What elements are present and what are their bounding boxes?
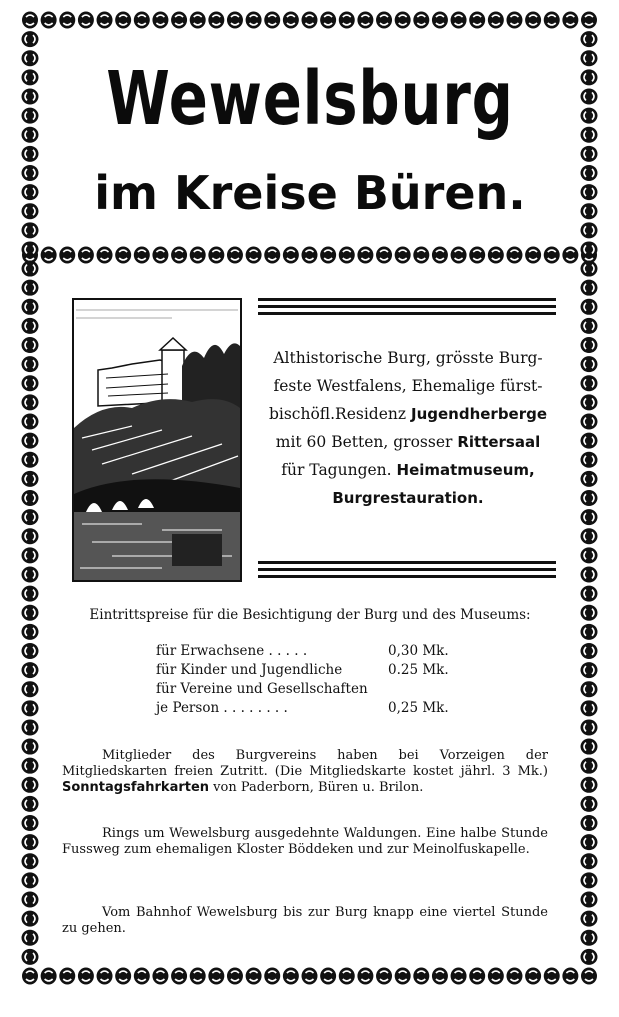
- border-ornament: [171, 968, 187, 985]
- border-ornament: [22, 528, 39, 544]
- border-ornament: [22, 31, 39, 47]
- border-ornament: [581, 394, 598, 410]
- border-ornament: [22, 930, 39, 946]
- border-ornament: [190, 12, 206, 29]
- border-ornament: [413, 247, 429, 264]
- border-ornament: [22, 758, 39, 774]
- border-ornament: [581, 911, 598, 927]
- border-ornament: [581, 261, 598, 277]
- border-ornament: [22, 184, 39, 200]
- border-ornament: [581, 318, 598, 334]
- border-ornament: [190, 968, 206, 985]
- border-ornament: [581, 88, 598, 104]
- border-ornament: [581, 146, 598, 162]
- border-ornament: [22, 643, 39, 659]
- border-ornament: [581, 719, 598, 735]
- members-text: Mitglieder des Burgvereins haben bei Vorzeigen der Mitgliedskarten freien Zutritt. (Die Mitgliedskarte kostet jährl. 3 Mk.): [62, 748, 548, 779]
- border-ornament: [432, 12, 448, 29]
- border-ornament: [581, 433, 598, 449]
- desc-hostel: Jugendherberge: [410, 405, 548, 423]
- border-ornament: [59, 12, 75, 29]
- border-ornament: [22, 146, 39, 162]
- border-ornament: [246, 12, 262, 29]
- border-ornament: [302, 12, 318, 29]
- desc-line-3: bischöfl.Residenz: [268, 405, 411, 423]
- border-ornament: [525, 12, 541, 29]
- bottom-rule-lines: [258, 561, 556, 579]
- border-ornament: [134, 12, 150, 29]
- border-ornament: [581, 356, 598, 372]
- border-ornament: [320, 247, 336, 264]
- border-ornament: [339, 247, 355, 264]
- border-ornament: [59, 247, 75, 264]
- price-row: [156, 640, 449, 659]
- price-value: 0,25 Mk.: [388, 700, 449, 716]
- border-ornament: [22, 796, 39, 812]
- border-ornament: [22, 815, 39, 831]
- border-ornament: [22, 433, 39, 449]
- border-ornament: [451, 968, 467, 985]
- border-ornament: [488, 247, 504, 264]
- price-label: je Person . . . . . . . .: [156, 700, 288, 716]
- border-ornament: [562, 247, 578, 264]
- border-ornament: [22, 509, 39, 525]
- border-ornament: [506, 12, 522, 29]
- border-ornament: [302, 968, 318, 985]
- border-ornament: [246, 968, 262, 985]
- border-ornament: [22, 375, 39, 391]
- border-ornament: [41, 247, 57, 264]
- border-ornament: [581, 452, 598, 468]
- border-ornament: [22, 968, 38, 985]
- border-ornament: [581, 758, 598, 774]
- border-ornament: [115, 247, 131, 264]
- border-ornament: [432, 968, 448, 985]
- border-ornament: [395, 968, 411, 985]
- desc-knights-hall: Rittersaal: [457, 433, 541, 451]
- poster-title: Wewelsburg: [106, 56, 514, 142]
- desc-line-1: Althistorische Burg, grösste Burg-: [273, 349, 543, 367]
- border-ornament: [581, 777, 598, 793]
- border-ornament: [22, 108, 39, 124]
- price-row: [156, 697, 449, 716]
- price-value: 0.25 Mk.: [388, 662, 449, 678]
- border-ornament: [581, 528, 598, 544]
- border-ornament: [22, 165, 39, 181]
- border-ornament: [227, 968, 243, 985]
- border-ornament: [264, 247, 280, 264]
- border-ornament: [357, 12, 373, 29]
- border-ornament: [413, 12, 429, 29]
- border-ornament: [581, 414, 598, 430]
- border-ornament: [97, 247, 113, 264]
- border-ornament: [264, 12, 280, 29]
- border-ornament: [22, 69, 39, 85]
- border-ornament: [581, 241, 598, 257]
- border-ornament: [581, 547, 598, 563]
- border-ornament: [544, 247, 560, 264]
- border-ornament: [22, 547, 39, 563]
- border-ornament: [22, 853, 39, 869]
- border-ornament: [134, 247, 150, 264]
- border-ornament: [22, 241, 39, 257]
- border-ornament: [134, 968, 150, 985]
- border-ornament: [22, 318, 39, 334]
- border-ornament: [581, 853, 598, 869]
- price-label: für Kinder und Jugendliche: [156, 662, 343, 678]
- border-ornament: [78, 968, 94, 985]
- border-ornament: [581, 662, 598, 678]
- border-ornament: [22, 127, 39, 143]
- border-ornament: [22, 356, 39, 372]
- border-ornament: [488, 968, 504, 985]
- border-ornament: [339, 968, 355, 985]
- border-ornament: [357, 247, 373, 264]
- border-ornament: [581, 815, 598, 831]
- border-ornament: [581, 12, 597, 29]
- price-table: [156, 640, 449, 716]
- border-ornament: [581, 643, 598, 659]
- border-ornament: [451, 12, 467, 29]
- border-ornament: [357, 968, 373, 985]
- border-ornament: [395, 12, 411, 29]
- border-ornament: [413, 968, 429, 985]
- border-ornament: [22, 949, 39, 965]
- border-ornament: [22, 280, 39, 296]
- desc-museum: Heimatmuseum,: [396, 461, 535, 479]
- border-ornament: [22, 719, 39, 735]
- border-ornament: [376, 968, 392, 985]
- border-ornament: [581, 968, 597, 985]
- border-ornament: [376, 12, 392, 29]
- desc-line-4: mit 60 Betten, grosser: [275, 433, 458, 451]
- border-ornament: [22, 700, 39, 716]
- border-ornament: [22, 50, 39, 66]
- station-paragraph: Vom Bahnhof Wewelsburg bis zur Burg knapp eine viertel Stunde zu gehen.: [62, 905, 548, 936]
- border-ornament: [581, 375, 598, 391]
- border-ornament: [581, 605, 598, 621]
- forest-paragraph: Rings um Wewelsburg ausgedehnte Waldungen. Eine halbe Stunde Fussweg zum ehemaligen Kloster Böddeken und zur Meinolfuskapelle.: [62, 826, 548, 857]
- border-ornament: [581, 31, 598, 47]
- border-ornament: [544, 12, 560, 29]
- border-ornament: [22, 452, 39, 468]
- poster-subtitle: im Kreise Büren.: [94, 166, 526, 220]
- price-label: für Erwachsene . . . . .: [156, 643, 308, 659]
- border-ornament: [320, 12, 336, 29]
- border-ornament: [562, 968, 578, 985]
- border-ornament: [22, 471, 39, 487]
- border-ornament: [581, 872, 598, 888]
- border-ornament: [302, 247, 318, 264]
- border-ornament: [152, 968, 168, 985]
- border-ornament: [22, 414, 39, 430]
- border-ornament: [581, 184, 598, 200]
- price-value: 0,30 Mk.: [388, 643, 449, 659]
- border-ornament: [581, 165, 598, 181]
- border-ornament: [208, 247, 224, 264]
- border-ornament: [581, 624, 598, 640]
- border-ornament: [581, 681, 598, 697]
- border-ornament: [22, 490, 39, 506]
- border-ornament: [562, 12, 578, 29]
- top-rule-lines: [258, 298, 556, 316]
- border-ornament: [22, 222, 39, 238]
- border-ornament: [283, 12, 299, 29]
- border-ornament: [581, 490, 598, 506]
- border-ornament: [22, 394, 39, 410]
- border-ornament: [22, 911, 39, 927]
- border-ornament: [78, 12, 94, 29]
- border-ornament: [581, 69, 598, 85]
- border-ornament: [581, 203, 598, 219]
- border-ornament: [283, 247, 299, 264]
- border-ornament: [581, 796, 598, 812]
- border-ornament: [190, 247, 206, 264]
- border-ornament: [22, 88, 39, 104]
- border-ornament: [22, 586, 39, 602]
- desc-restaurant: Burgrestauration.: [332, 489, 484, 507]
- border-ornament: [41, 968, 57, 985]
- price-row: [156, 678, 449, 697]
- border-ornament: [581, 834, 598, 850]
- border-ornament: [22, 739, 39, 755]
- border-ornament: [22, 203, 39, 219]
- border-ornament: [115, 968, 131, 985]
- border-ornament: [22, 624, 39, 640]
- castle-illustration: [72, 298, 242, 582]
- border-ornament: [152, 12, 168, 29]
- border-ornament: [264, 968, 280, 985]
- border-ornament: [506, 968, 522, 985]
- border-ornament: [22, 261, 39, 277]
- border-ornament: [469, 968, 485, 985]
- border-ornament: [581, 509, 598, 525]
- border-ornament: [488, 12, 504, 29]
- price-value: [384, 678, 449, 697]
- border-ornament: [152, 247, 168, 264]
- border-ornament: [376, 247, 392, 264]
- border-ornament: [22, 834, 39, 850]
- border-ornament: [115, 12, 131, 29]
- border-ornament: [581, 471, 598, 487]
- border-ornament: [59, 968, 75, 985]
- castle-description: [252, 344, 564, 512]
- border-ornament: [469, 247, 485, 264]
- sunday-tickets: Sonntagsfahrkarten: [62, 780, 210, 795]
- border-ornament: [283, 968, 299, 985]
- border-ornament: [581, 586, 598, 602]
- border-ornament: [22, 337, 39, 353]
- border-ornament: [22, 662, 39, 678]
- border-ornament: [581, 280, 598, 296]
- border-ornament: [22, 605, 39, 621]
- border-ornament: [97, 968, 113, 985]
- border-ornament: [581, 892, 598, 908]
- border-ornament: [97, 12, 113, 29]
- border-ornament: [171, 12, 187, 29]
- price-row: [156, 659, 449, 678]
- border-ornament: [469, 12, 485, 29]
- border-ornament: [451, 247, 467, 264]
- border-ornament: [581, 700, 598, 716]
- border-ornament: [581, 949, 598, 965]
- desc-line-2: feste Westfalens, Ehemalige fürst-: [273, 377, 543, 395]
- border-ornament: [544, 968, 560, 985]
- border-ornament: [581, 222, 598, 238]
- border-ornament: [339, 12, 355, 29]
- border-ornament: [581, 930, 598, 946]
- border-ornament: [22, 12, 38, 29]
- border-ornament: [227, 12, 243, 29]
- border-ornament: [41, 12, 57, 29]
- border-ornament: [22, 299, 39, 315]
- border-ornament: [78, 247, 94, 264]
- desc-line-5: für Tagungen.: [281, 461, 397, 479]
- border-ornament: [395, 247, 411, 264]
- border-ornament: [581, 299, 598, 315]
- border-ornament: [22, 566, 39, 582]
- members-text-end: von Paderborn, Büren u. Brilon.: [209, 780, 424, 795]
- border-ornament: [22, 872, 39, 888]
- border-ornament: [320, 968, 336, 985]
- border-ornament: [506, 247, 522, 264]
- price-label: für Vereine und Gesellschaften: [156, 681, 368, 697]
- border-ornament: [581, 337, 598, 353]
- border-ornament: [525, 968, 541, 985]
- border-ornament: [171, 247, 187, 264]
- border-ornament: [581, 108, 598, 124]
- border-ornament: [581, 127, 598, 143]
- border-ornament: [581, 50, 598, 66]
- border-ornament: [525, 247, 541, 264]
- border-ornament: [246, 247, 262, 264]
- border-ornament: [22, 681, 39, 697]
- border-ornament: [22, 892, 39, 908]
- members-paragraph: [62, 748, 548, 796]
- border-ornament: [581, 739, 598, 755]
- admission-prices-title: Eintrittspreise für die Besichtigung der Burg und des Museums:: [89, 607, 531, 623]
- border-ornament: [208, 12, 224, 29]
- border-ornament: [208, 968, 224, 985]
- border-ornament: [581, 566, 598, 582]
- border-ornament: [432, 247, 448, 264]
- border-ornament: [227, 247, 243, 264]
- border-ornament: [22, 777, 39, 793]
